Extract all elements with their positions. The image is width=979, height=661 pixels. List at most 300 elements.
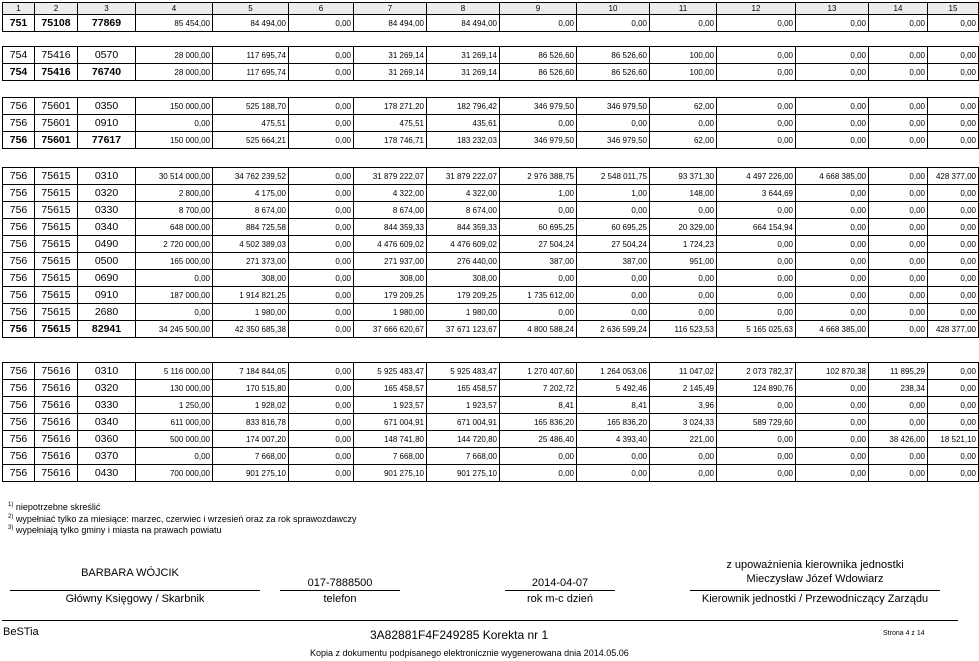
cell-col-15: 0,00 — [928, 98, 979, 115]
cell-col-14: 0,00 — [869, 202, 928, 219]
table-row — [3, 363, 979, 380]
table-row — [3, 132, 979, 149]
cell-col-15: 0,00 — [928, 64, 979, 81]
cell-col-7: 148 741,80 — [354, 431, 427, 448]
cell-col-12: 664 154,94 — [717, 219, 796, 236]
cell-col-1: 756 — [3, 414, 35, 431]
cell-col-8: 308,00 — [427, 270, 500, 287]
cell-col-5: 308,00 — [213, 270, 289, 287]
column-number-5: 5 — [213, 3, 289, 15]
cell-col-10: 60 695,25 — [577, 219, 650, 236]
cell-col-8: 31 269,14 — [427, 47, 500, 64]
cell-col-4: 0,00 — [136, 448, 213, 465]
cell-col-8: 183 232,03 — [427, 132, 500, 149]
cell-col-12: 0,00 — [717, 236, 796, 253]
cell-col-5: 8 674,00 — [213, 202, 289, 219]
cell-col-11: 116 523,53 — [650, 321, 717, 338]
head-line — [690, 590, 940, 591]
cell-col-7: 901 275,10 — [354, 465, 427, 482]
cell-col-1: 756 — [3, 185, 35, 202]
cell-col-14: 0,00 — [869, 64, 928, 81]
cell-col-1: 754 — [3, 47, 35, 64]
cell-col-6: 0,00 — [289, 287, 354, 304]
cell-col-2: 75616 — [35, 397, 78, 414]
cell-col-4: 8 700,00 — [136, 202, 213, 219]
cell-col-3: 0370 — [78, 448, 136, 465]
cell-col-13: 0,00 — [796, 15, 869, 32]
cell-col-10: 387,00 — [577, 253, 650, 270]
cell-col-8: 5 925 483,47 — [427, 363, 500, 380]
cell-col-10: 0,00 — [577, 304, 650, 321]
cell-col-14: 0,00 — [869, 414, 928, 431]
cell-col-7: 31 269,14 — [354, 64, 427, 81]
cell-col-1: 756 — [3, 202, 35, 219]
cell-col-7: 37 666 620,67 — [354, 321, 427, 338]
cell-col-2: 75601 — [35, 132, 78, 149]
cell-col-12: 124 890,76 — [717, 380, 796, 397]
column-number-2: 2 — [35, 3, 78, 15]
cell-col-2: 75615 — [35, 168, 78, 185]
cell-col-9: 0,00 — [500, 465, 577, 482]
cell-col-10: 165 836,20 — [577, 414, 650, 431]
cell-col-8: 165 458,57 — [427, 380, 500, 397]
cell-col-15: 0,00 — [928, 47, 979, 64]
accountant-line — [10, 590, 260, 591]
cell-col-3: 0910 — [78, 115, 136, 132]
cell-col-8: 84 494,00 — [427, 15, 500, 32]
cell-col-11: 0,00 — [650, 15, 717, 32]
cell-col-12: 4 497 226,00 — [717, 168, 796, 185]
cell-col-6: 0,00 — [289, 236, 354, 253]
cell-col-12: 0,00 — [717, 397, 796, 414]
cell-col-11: 93 371,30 — [650, 168, 717, 185]
cell-col-4: 0,00 — [136, 115, 213, 132]
phone-label: telefon — [323, 593, 357, 605]
cell-col-8: 901 275,10 — [427, 465, 500, 482]
cell-col-1: 756 — [3, 270, 35, 287]
column-number-15: 15 — [928, 3, 979, 15]
cell-col-13: 4 668 385,00 — [796, 321, 869, 338]
column-number-3: 3 — [78, 3, 136, 15]
cell-col-3: 76740 — [78, 64, 136, 81]
table-row — [3, 219, 979, 236]
cell-col-3: 82941 — [78, 321, 136, 338]
cell-col-11: 20 329,00 — [650, 219, 717, 236]
cell-col-9: 60 695,25 — [500, 219, 577, 236]
cell-col-11: 951,00 — [650, 253, 717, 270]
cell-col-7: 4 476 609,02 — [354, 236, 427, 253]
cell-col-2: 75616 — [35, 465, 78, 482]
footnote-mark: 1) — [8, 502, 14, 508]
copy-note: Kopia z dokumentu podpisanego elektronicznie wygenerowana dnia 2014.05.06 — [310, 648, 629, 658]
cell-col-6: 0,00 — [289, 47, 354, 64]
column-number-6: 6 — [289, 3, 354, 15]
cell-col-4: 28 000,00 — [136, 47, 213, 64]
cell-col-8: 844 359,33 — [427, 219, 500, 236]
cell-col-1: 751 — [3, 15, 35, 32]
cell-col-8: 1 980,00 — [427, 304, 500, 321]
cell-col-8: 7 668,00 — [427, 448, 500, 465]
cell-col-9: 1 735 612,00 — [500, 287, 577, 304]
cell-col-13: 0,00 — [796, 202, 869, 219]
cell-col-4: 0,00 — [136, 270, 213, 287]
cell-col-6: 0,00 — [289, 253, 354, 270]
cell-col-2: 75615 — [35, 185, 78, 202]
cell-col-2: 75601 — [35, 98, 78, 115]
cell-col-13: 4 668 385,00 — [796, 168, 869, 185]
cell-col-4: 500 000,00 — [136, 431, 213, 448]
table-row — [3, 465, 979, 482]
cell-col-7: 165 458,57 — [354, 380, 427, 397]
cell-col-13: 0,00 — [796, 465, 869, 482]
cell-col-2: 75616 — [35, 448, 78, 465]
cell-col-1: 756 — [3, 448, 35, 465]
cell-col-7: 671 004,91 — [354, 414, 427, 431]
cell-col-15: 0,00 — [928, 202, 979, 219]
cell-col-11: 0,00 — [650, 115, 717, 132]
cell-col-6: 0,00 — [289, 132, 354, 149]
cell-col-2: 75615 — [35, 304, 78, 321]
cell-col-5: 7 184 844,05 — [213, 363, 289, 380]
table-row — [3, 397, 979, 414]
cell-col-1: 756 — [3, 219, 35, 236]
cell-col-14: 0,00 — [869, 185, 928, 202]
cell-col-1: 756 — [3, 236, 35, 253]
cell-col-14: 0,00 — [869, 321, 928, 338]
cell-col-3: 0570 — [78, 47, 136, 64]
table-row — [3, 414, 979, 431]
cell-col-7: 178 271,20 — [354, 98, 427, 115]
date-line — [505, 590, 615, 591]
cell-col-4: 0,00 — [136, 304, 213, 321]
cell-col-10: 86 526,60 — [577, 47, 650, 64]
cell-col-14: 0,00 — [869, 132, 928, 149]
cell-col-1: 756 — [3, 321, 35, 338]
cell-col-8: 179 209,25 — [427, 287, 500, 304]
cell-col-9: 0,00 — [500, 15, 577, 32]
cell-col-12: 0,00 — [717, 115, 796, 132]
cell-col-1: 756 — [3, 397, 35, 414]
cell-col-15: 0,00 — [928, 132, 979, 149]
cell-col-10: 0,00 — [577, 448, 650, 465]
cell-col-6: 0,00 — [289, 219, 354, 236]
cell-col-7: 475,51 — [354, 115, 427, 132]
footnote-text: niepotrzebne skreślić — [15, 502, 101, 512]
cell-col-3: 0330 — [78, 397, 136, 414]
cell-col-8: 182 796,42 — [427, 98, 500, 115]
cell-col-5: 174 007,20 — [213, 431, 289, 448]
cell-col-12: 0,00 — [717, 465, 796, 482]
cell-col-8: 435,61 — [427, 115, 500, 132]
cell-col-6: 0,00 — [289, 397, 354, 414]
cell-col-1: 756 — [3, 287, 35, 304]
cell-col-4: 28 000,00 — [136, 64, 213, 81]
table-row — [3, 448, 979, 465]
column-number-1: 1 — [3, 3, 35, 15]
cell-col-15: 0,00 — [928, 448, 979, 465]
cell-col-7: 844 359,33 — [354, 219, 427, 236]
cell-col-7: 308,00 — [354, 270, 427, 287]
cell-col-3: 0430 — [78, 465, 136, 482]
cell-col-15: 0,00 — [928, 15, 979, 32]
cell-col-10: 4 393,40 — [577, 431, 650, 448]
cell-col-6: 0,00 — [289, 431, 354, 448]
cell-col-7: 84 494,00 — [354, 15, 427, 32]
table-row — [3, 253, 979, 270]
cell-col-12: 0,00 — [717, 448, 796, 465]
table-row — [3, 431, 979, 448]
cell-col-3: 0310 — [78, 168, 136, 185]
cell-col-5: 4 175,00 — [213, 185, 289, 202]
cell-col-7: 5 925 483,47 — [354, 363, 427, 380]
cell-col-8: 276 440,00 — [427, 253, 500, 270]
cell-col-11: 3,96 — [650, 397, 717, 414]
cell-col-1: 756 — [3, 98, 35, 115]
cell-col-13: 0,00 — [796, 253, 869, 270]
cell-col-7: 31 269,14 — [354, 47, 427, 64]
section-75616-table — [2, 362, 979, 482]
cell-col-3: 2680 — [78, 304, 136, 321]
cell-col-5: 34 762 239,52 — [213, 168, 289, 185]
cell-col-10: 0,00 — [577, 270, 650, 287]
cell-col-8: 31 879 222,07 — [427, 168, 500, 185]
cell-col-9: 0,00 — [500, 304, 577, 321]
cell-col-3: 0340 — [78, 414, 136, 431]
column-number-14: 14 — [869, 3, 928, 15]
cell-col-9: 4 800 588,24 — [500, 321, 577, 338]
cell-col-13: 0,00 — [796, 397, 869, 414]
cell-col-5: 4 502 389,03 — [213, 236, 289, 253]
cell-col-8: 37 671 123,67 — [427, 321, 500, 338]
cell-col-8: 4 322,00 — [427, 185, 500, 202]
column-number-10: 10 — [577, 3, 650, 15]
cell-col-9: 387,00 — [500, 253, 577, 270]
cell-col-9: 27 504,24 — [500, 236, 577, 253]
cell-col-11: 0,00 — [650, 448, 717, 465]
cell-col-9: 0,00 — [500, 202, 577, 219]
cell-col-1: 756 — [3, 363, 35, 380]
table-row — [3, 64, 979, 81]
cell-col-4: 187 000,00 — [136, 287, 213, 304]
cell-col-9: 0,00 — [500, 270, 577, 287]
table-row — [3, 270, 979, 287]
cell-col-6: 0,00 — [289, 270, 354, 287]
cell-col-14: 0,00 — [869, 236, 928, 253]
cell-col-14: 0,00 — [869, 253, 928, 270]
cell-col-2: 75615 — [35, 236, 78, 253]
cell-col-15: 0,00 — [928, 414, 979, 431]
cell-col-13: 0,00 — [796, 380, 869, 397]
cell-col-6: 0,00 — [289, 168, 354, 185]
footnote-2 — [8, 514, 356, 524]
cell-col-15: 428 377,00 — [928, 168, 979, 185]
cell-col-6: 0,00 — [289, 202, 354, 219]
section-75615-table — [2, 167, 979, 338]
cell-col-7: 31 879 222,07 — [354, 168, 427, 185]
cell-col-14: 38 426,00 — [869, 431, 928, 448]
cell-col-2: 75615 — [35, 202, 78, 219]
cell-col-10: 346 979,50 — [577, 132, 650, 149]
cell-col-10: 1,00 — [577, 185, 650, 202]
cell-col-13: 0,00 — [796, 47, 869, 64]
footnote-mark: 2) — [8, 514, 14, 520]
cell-col-10: 0,00 — [577, 202, 650, 219]
cell-col-5: 84 494,00 — [213, 15, 289, 32]
cell-col-9: 346 979,50 — [500, 98, 577, 115]
cell-col-2: 75616 — [35, 363, 78, 380]
cell-col-6: 0,00 — [289, 363, 354, 380]
column-number-9: 9 — [500, 3, 577, 15]
cell-col-14: 11 895,29 — [869, 363, 928, 380]
cell-col-5: 901 275,10 — [213, 465, 289, 482]
head-name: Mieczysław Józef Wdowiarz — [746, 573, 884, 585]
cell-col-5: 117 695,74 — [213, 64, 289, 81]
cell-col-10: 8,41 — [577, 397, 650, 414]
cell-col-15: 0,00 — [928, 287, 979, 304]
table-row — [3, 115, 979, 132]
cell-col-15: 0,00 — [928, 363, 979, 380]
cell-col-5: 170 515,80 — [213, 380, 289, 397]
cell-col-13: 0,00 — [796, 270, 869, 287]
cell-col-4: 2 720 000,00 — [136, 236, 213, 253]
cell-col-11: 0,00 — [650, 270, 717, 287]
cell-col-15: 0,00 — [928, 380, 979, 397]
cell-col-12: 2 073 782,37 — [717, 363, 796, 380]
date-label: rok m-c dzień — [526, 593, 594, 605]
section-75601-table — [2, 97, 979, 149]
cell-col-6: 0,00 — [289, 64, 354, 81]
table-row — [3, 168, 979, 185]
cell-col-7: 271 937,00 — [354, 253, 427, 270]
cell-col-3: 77617 — [78, 132, 136, 149]
column-number-13: 13 — [796, 3, 869, 15]
cell-col-11: 0,00 — [650, 304, 717, 321]
cell-col-5: 833 816,78 — [213, 414, 289, 431]
cell-col-11: 11 047,02 — [650, 363, 717, 380]
head-role: Kierownik jednostki / Przewodniczący Zarządu — [701, 593, 929, 605]
cell-col-3: 0320 — [78, 185, 136, 202]
cell-col-8: 1 923,57 — [427, 397, 500, 414]
cell-col-9: 1 270 407,60 — [500, 363, 577, 380]
document-id: 3A82881F4F249285 Korekta nr 1 — [370, 628, 549, 642]
cell-col-15: 0,00 — [928, 270, 979, 287]
cell-col-2: 75416 — [35, 47, 78, 64]
cell-col-11: 0,00 — [650, 287, 717, 304]
table-row — [3, 98, 979, 115]
cell-col-14: 0,00 — [869, 448, 928, 465]
cell-col-13: 0,00 — [796, 431, 869, 448]
cell-col-3: 0500 — [78, 253, 136, 270]
footnote-text: wypełniają tylko gminy i miasta na prawach powiatu — [15, 525, 222, 535]
cell-col-1: 756 — [3, 431, 35, 448]
cell-col-7: 7 668,00 — [354, 448, 427, 465]
column-number-4: 4 — [136, 3, 213, 15]
cell-col-5: 1 928,02 — [213, 397, 289, 414]
date-value: 2014-04-07 — [531, 577, 589, 589]
cell-col-14: 0,00 — [869, 287, 928, 304]
cell-col-9: 2 976 388,75 — [500, 168, 577, 185]
cell-col-3: 77869 — [78, 15, 136, 32]
cell-col-15: 18 521,10 — [928, 431, 979, 448]
cell-col-12: 0,00 — [717, 47, 796, 64]
table-row — [3, 185, 979, 202]
cell-col-4: 30 514 000,00 — [136, 168, 213, 185]
cell-col-11: 100,00 — [650, 64, 717, 81]
page-number: Strona 4 z 14 — [883, 630, 925, 637]
cell-col-15: 0,00 — [928, 115, 979, 132]
cell-col-10: 2 636 599,24 — [577, 321, 650, 338]
cell-col-15: 0,00 — [928, 236, 979, 253]
cell-col-12: 0,00 — [717, 253, 796, 270]
cell-col-4: 34 245 500,00 — [136, 321, 213, 338]
cell-col-4: 130 000,00 — [136, 380, 213, 397]
cell-col-6: 0,00 — [289, 414, 354, 431]
cell-col-12: 0,00 — [717, 64, 796, 81]
cell-col-7: 1 923,57 — [354, 397, 427, 414]
cell-col-11: 2 145,49 — [650, 380, 717, 397]
cell-col-2: 75615 — [35, 219, 78, 236]
accountant-name: BARBARA WÓJCIK — [81, 567, 179, 579]
cell-col-12: 0,00 — [717, 287, 796, 304]
app-name: BeSTia — [3, 626, 39, 638]
footnote-mark: 3) — [8, 525, 14, 531]
cell-col-10: 2 548 011,75 — [577, 168, 650, 185]
cell-col-14: 0,00 — [869, 219, 928, 236]
cell-col-1: 756 — [3, 115, 35, 132]
cell-col-12: 0,00 — [717, 431, 796, 448]
footer-rule — [2, 620, 958, 621]
cell-col-12: 0,00 — [717, 270, 796, 287]
cell-col-14: 238,34 — [869, 380, 928, 397]
cell-col-12: 0,00 — [717, 304, 796, 321]
cell-col-10: 1 264 053,06 — [577, 363, 650, 380]
cell-col-14: 0,00 — [869, 98, 928, 115]
cell-col-13: 0,00 — [796, 448, 869, 465]
cell-col-1: 756 — [3, 304, 35, 321]
cell-col-13: 0,00 — [796, 304, 869, 321]
cell-col-1: 756 — [3, 465, 35, 482]
phone-value: 017-7888500 — [307, 577, 373, 589]
cell-col-1: 756 — [3, 380, 35, 397]
phone-line — [280, 590, 400, 591]
cell-col-6: 0,00 — [289, 98, 354, 115]
cell-col-9: 0,00 — [500, 448, 577, 465]
cell-col-5: 1 914 821,25 — [213, 287, 289, 304]
footnote-1 — [8, 502, 100, 512]
column-number-7: 7 — [354, 3, 427, 15]
cell-col-9: 0,00 — [500, 115, 577, 132]
cell-col-7: 1 980,00 — [354, 304, 427, 321]
cell-col-12: 3 644,69 — [717, 185, 796, 202]
cell-col-2: 75615 — [35, 287, 78, 304]
table-row — [3, 236, 979, 253]
column-number-11: 11 — [650, 3, 717, 15]
cell-col-3: 0330 — [78, 202, 136, 219]
cell-col-2: 75616 — [35, 414, 78, 431]
cell-col-6: 0,00 — [289, 380, 354, 397]
cell-col-10: 27 504,24 — [577, 236, 650, 253]
cell-col-6: 0,00 — [289, 448, 354, 465]
cell-col-5: 42 350 685,38 — [213, 321, 289, 338]
cell-col-13: 0,00 — [796, 185, 869, 202]
cell-col-14: 0,00 — [869, 15, 928, 32]
cell-col-1: 756 — [3, 132, 35, 149]
cell-col-2: 75616 — [35, 431, 78, 448]
cell-col-12: 0,00 — [717, 98, 796, 115]
cell-col-14: 0,00 — [869, 304, 928, 321]
cell-col-5: 1 980,00 — [213, 304, 289, 321]
cell-col-15: 0,00 — [928, 219, 979, 236]
